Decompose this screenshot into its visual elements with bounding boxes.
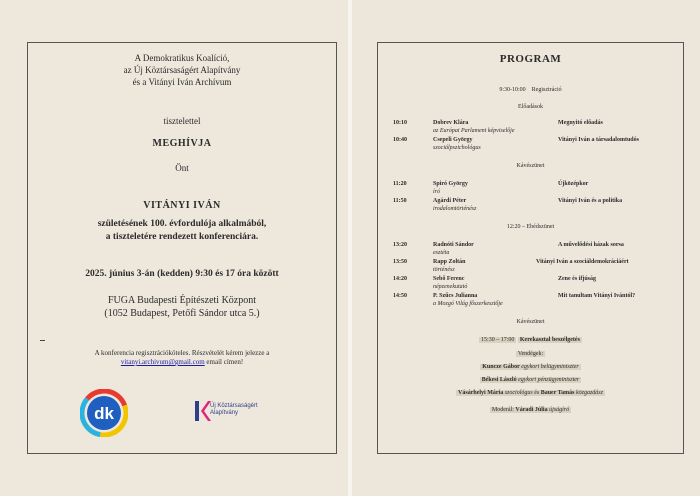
registration-slot: 9:30-10:00 Regisztráció xyxy=(499,87,562,93)
speaker-role: népzenekutató xyxy=(433,284,468,290)
speaker-name: Agárdi Péter xyxy=(433,198,467,204)
talk-time: 14:50 xyxy=(393,293,407,299)
moderator-role: újságíró xyxy=(549,407,570,413)
talk-time: 11:50 xyxy=(393,198,407,204)
panel-title: Kerekasztal beszélgetés xyxy=(519,337,580,343)
talk-time: 14:20 xyxy=(393,276,407,282)
guest-role: egykori pénzügyminiszter xyxy=(518,377,580,383)
talk-title: Vitányi Iván a társadalomtudós xyxy=(558,137,639,143)
registration-suffix: email címen! xyxy=(206,358,244,366)
talk-title: Megnyitó előadás xyxy=(558,120,603,126)
speaker-name: Rapp Zoltán xyxy=(433,259,466,265)
panel-time: 15:30 – 17:00 xyxy=(481,337,515,343)
moderator-row xyxy=(378,406,683,414)
guest-name: Kuncze Gábor xyxy=(482,364,520,370)
guest-role: szociológus xyxy=(504,390,533,396)
talk-time: 10:10 xyxy=(393,120,407,126)
guest-joiner: és xyxy=(534,390,540,396)
speaker-name: Csepeli György xyxy=(433,137,473,143)
addressee: Önt xyxy=(175,163,189,173)
occasion-line-2: a tiszteletére rendezett konferenciára. xyxy=(105,232,259,242)
guests-label-line xyxy=(378,350,683,358)
organizer-line-3: és a Vitányi Iván Archívum xyxy=(132,77,232,87)
event-date: 2025. június 3-án (kedden) 9:30 és 17 óra között xyxy=(85,269,279,279)
speaker-role: történész xyxy=(433,267,455,273)
guest-entry xyxy=(456,390,605,396)
talk-title: Vitányi Iván a szociáldemokráciáért xyxy=(536,259,629,265)
guest-name: Békesi László xyxy=(481,377,517,383)
moderator-entry xyxy=(490,407,571,413)
invite-heading: MEGHÍVJA xyxy=(152,138,212,149)
talk-title: Mit tanultam Vitányi Ivántól? xyxy=(558,293,636,299)
dk-logo xyxy=(80,389,128,437)
greeting: tisztelettel xyxy=(163,116,201,126)
occasion-line-1: születésének 100. évfordulója alkalmából, xyxy=(97,219,267,229)
program-frame xyxy=(377,42,684,454)
guest-entry xyxy=(480,364,581,370)
venue-address: (1052 Budapest, Petőfi Sándor utca 5.) xyxy=(104,308,260,319)
speaker-role: az Európai Parlament képviselője xyxy=(433,128,515,134)
guest-row xyxy=(378,363,683,371)
talk-time: 13:20 xyxy=(393,242,407,248)
organizer-line-1: A Demokratikus Koalíció, xyxy=(134,53,230,63)
registration-note: A konferencia regisztrációköteles. Részvételét kérem jelezze a xyxy=(94,349,270,357)
guest-name-2: Bauer Tamás xyxy=(540,390,575,396)
talk-title: Újközépkor xyxy=(558,181,589,187)
speaker-role: író xyxy=(433,189,441,195)
talk-title: Vitányi Iván és a politika xyxy=(558,198,623,204)
registration-email-link[interactable]: vitanyi.archivum@gmail.com xyxy=(120,358,205,366)
guest-row xyxy=(378,376,683,384)
talk-title: A művelődési házak sorsa xyxy=(558,242,624,248)
venue-name: FUGA Budapesti Építészeti Központ xyxy=(107,295,257,306)
panel-slot xyxy=(378,336,683,344)
invitation-frame xyxy=(27,42,337,454)
guest-row xyxy=(378,389,683,397)
uk-logo-text-1: Új Köztársaságért xyxy=(210,403,258,409)
talk-time: 11:20 xyxy=(393,181,407,187)
moderator-label: Moderál: xyxy=(491,407,514,413)
section-coffee-1: Kávészünet xyxy=(516,163,545,169)
speaker-role: esztéta xyxy=(433,250,450,256)
speaker-name: Sebő Ferenc xyxy=(433,276,465,282)
speaker-role: a Mozgó Világ főszerkesztője xyxy=(433,301,503,307)
program-title: PROGRAM xyxy=(499,53,562,65)
speaker-name: P. Szűcs Julianna xyxy=(433,293,478,299)
speaker-role: irodalomtörténész xyxy=(433,206,477,212)
honoree-name: VITÁNYI IVÁN xyxy=(143,200,221,211)
speaker-role: szociálpszichológus xyxy=(433,145,481,151)
section-lectures: Előadások xyxy=(518,104,543,110)
registration-contact xyxy=(28,358,336,367)
section-coffee-2: Kávészünet xyxy=(516,319,545,325)
organizer-line-2: az Új Köztársaságért Alapítvány xyxy=(123,65,241,75)
talk-time: 13:50 xyxy=(393,259,407,265)
moderator-name: Váradi Júlia xyxy=(515,407,548,413)
guest-entry xyxy=(480,377,582,383)
dk-logo-text: dk xyxy=(94,404,114,423)
guest-name: Vásárhelyi Mária xyxy=(458,390,504,396)
guest-role-2: közgazdász xyxy=(575,390,603,396)
speaker-name: Dobrev Klára xyxy=(433,120,469,126)
talk-title: Zene és ifjúság xyxy=(558,276,596,282)
guest-role: egykori belügyminiszter xyxy=(521,364,579,370)
guests-label: Vendégek: xyxy=(517,351,544,357)
section-lunch: 12:20 – Ebédszünet xyxy=(506,224,555,230)
uk-logo-text-2: Alapítvány xyxy=(210,410,239,416)
speaker-name: Radnóti Sándor xyxy=(433,242,474,248)
divider-dash xyxy=(40,340,45,341)
speaker-name: Spiró György xyxy=(433,181,468,187)
talk-time: 10:40 xyxy=(393,137,407,143)
